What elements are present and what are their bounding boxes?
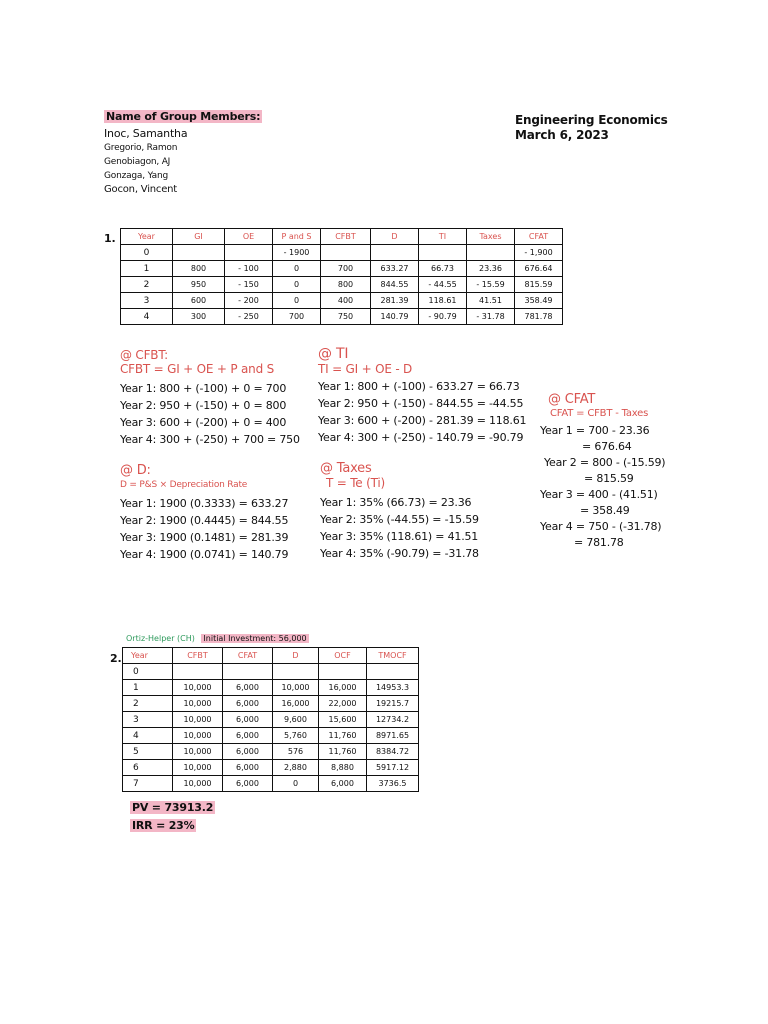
cell: 700 bbox=[273, 309, 321, 325]
cell: 15,600 bbox=[319, 712, 367, 728]
calc-line: Year 2: 1900 (0.4445) = 844.55 bbox=[120, 514, 289, 527]
cfbt-block bbox=[120, 348, 300, 448]
table-row bbox=[123, 776, 419, 792]
taxes-block bbox=[320, 462, 479, 562]
column-header: CFAT bbox=[223, 648, 273, 664]
cell: 6,000 bbox=[319, 776, 367, 792]
cell: 3736.5 bbox=[367, 776, 419, 792]
column-header: OE bbox=[225, 229, 273, 245]
column-header: GI bbox=[173, 229, 225, 245]
calc-line: = 815.59 bbox=[584, 472, 634, 485]
cell: 6,000 bbox=[223, 744, 273, 760]
table-row bbox=[123, 728, 419, 744]
cell: 0 bbox=[123, 664, 173, 680]
cell: 2,880 bbox=[273, 760, 319, 776]
calc-line: Year 2: 35% (-44.55) = -15.59 bbox=[320, 513, 479, 526]
d-formula: D = P&S × Depreciation Rate bbox=[120, 480, 248, 490]
cell bbox=[419, 245, 467, 261]
cell bbox=[225, 245, 273, 261]
column-header: P and S bbox=[273, 229, 321, 245]
problem-2-number: 2. bbox=[110, 652, 122, 665]
member-name: Gonzaga, Yang bbox=[104, 171, 168, 181]
cell: 6,000 bbox=[223, 680, 273, 696]
cell: - 15.59 bbox=[467, 277, 515, 293]
calc-line: Year 3: 600 + (-200) + 0 = 400 bbox=[120, 416, 287, 429]
cell: 600 bbox=[173, 293, 225, 309]
column-header: Year bbox=[123, 648, 173, 664]
cell bbox=[321, 245, 371, 261]
table-row bbox=[123, 696, 419, 712]
cfbt-heading: @ CFBT: bbox=[120, 348, 168, 362]
cell: 4 bbox=[123, 728, 173, 744]
cell: 118.61 bbox=[419, 293, 467, 309]
calc-line: Year 1: 800 + (-100) + 0 = 700 bbox=[120, 382, 287, 395]
calc-line: Year 2: 950 + (-150) + 0 = 800 bbox=[120, 399, 287, 412]
calc-line: Year 4: 1900 (0.0741) = 140.79 bbox=[120, 548, 289, 561]
cell: 800 bbox=[321, 277, 371, 293]
cell: 633.27 bbox=[371, 261, 419, 277]
cell: 5 bbox=[123, 744, 173, 760]
cell: - 100 bbox=[225, 261, 273, 277]
ti-formula: TI = GI + OE - D bbox=[318, 362, 413, 376]
calc-line: Year 4 = 750 - (-31.78) bbox=[540, 520, 662, 533]
cell: - 44.55 bbox=[419, 277, 467, 293]
d-heading: @ D: bbox=[120, 463, 151, 478]
cell: 844.55 bbox=[371, 277, 419, 293]
cell: 2 bbox=[123, 696, 173, 712]
cell: 10,000 bbox=[173, 760, 223, 776]
cell: 23.36 bbox=[467, 261, 515, 277]
column-header: TMOCF bbox=[367, 648, 419, 664]
cell: 950 bbox=[173, 277, 225, 293]
cell: 10,000 bbox=[173, 728, 223, 744]
column-header: OCF bbox=[319, 648, 367, 664]
cell: 4 bbox=[121, 309, 173, 325]
ti-block bbox=[318, 346, 526, 446]
cell bbox=[173, 245, 225, 261]
cell: 0 bbox=[273, 277, 321, 293]
irr-result: IRR = 23% bbox=[132, 819, 195, 832]
cell bbox=[223, 664, 273, 680]
table-row bbox=[123, 744, 419, 760]
member-name: Inoc, Samantha bbox=[104, 127, 188, 140]
calc-line: = 781.78 bbox=[574, 536, 624, 549]
column-header: D bbox=[273, 648, 319, 664]
cell: 0 bbox=[121, 245, 173, 261]
calc-line: Year 4: 300 + (-250) - 140.79 = -90.79 bbox=[318, 431, 524, 444]
cell: 6,000 bbox=[223, 728, 273, 744]
cell: - 150 bbox=[225, 277, 273, 293]
table-row bbox=[123, 712, 419, 728]
cell: 800 bbox=[173, 261, 225, 277]
cfbt-formula: CFBT = GI + OE + P and S bbox=[120, 362, 275, 376]
initial-investment: Initial Investment: 56,000 bbox=[203, 634, 307, 643]
cell: 10,000 bbox=[173, 680, 223, 696]
cell: 16,000 bbox=[319, 680, 367, 696]
calc-line: = 676.64 bbox=[582, 440, 632, 453]
cell: 10,000 bbox=[173, 696, 223, 712]
column-header: TI bbox=[419, 229, 467, 245]
cell bbox=[367, 664, 419, 680]
cell: 6 bbox=[123, 760, 173, 776]
calc-line: Year 1: 35% (66.73) = 23.36 bbox=[320, 496, 472, 509]
cell bbox=[371, 245, 419, 261]
cell: 0 bbox=[273, 293, 321, 309]
column-header: CFBT bbox=[321, 229, 371, 245]
d-block bbox=[120, 464, 288, 563]
cell: - 90.79 bbox=[419, 309, 467, 325]
ti-heading: @ TI bbox=[318, 346, 349, 362]
cell: 41.51 bbox=[467, 293, 515, 309]
table-row bbox=[123, 664, 419, 680]
problem-1-number: 1. bbox=[104, 232, 116, 245]
cell: 8,880 bbox=[319, 760, 367, 776]
cell: 6,000 bbox=[223, 760, 273, 776]
table-row bbox=[121, 261, 563, 277]
calc-line: Year 3: 600 + (-200) - 281.39 = 118.61 bbox=[318, 414, 527, 427]
cell bbox=[273, 664, 319, 680]
company-tag: Ortiz-Helper (CH) bbox=[126, 634, 195, 643]
cell: - 250 bbox=[225, 309, 273, 325]
cell: 3 bbox=[123, 712, 173, 728]
problem-2-table bbox=[122, 647, 419, 792]
calc-line: Year 1: 1900 (0.3333) = 633.27 bbox=[120, 497, 289, 510]
column-header: CFBT bbox=[173, 648, 223, 664]
taxes-heading: @ Taxes bbox=[320, 461, 372, 476]
course-title: Engineering Economics bbox=[515, 113, 668, 127]
cell: 0 bbox=[273, 776, 319, 792]
column-header: CFAT bbox=[515, 229, 563, 245]
cell: 281.39 bbox=[371, 293, 419, 309]
taxes-formula: T = Te (Ti) bbox=[326, 476, 385, 490]
member-name: Gocon, Vincent bbox=[104, 184, 178, 195]
cell: 781.78 bbox=[515, 309, 563, 325]
cell: 10,000 bbox=[173, 744, 223, 760]
column-header: Taxes bbox=[467, 229, 515, 245]
cell: 0 bbox=[273, 261, 321, 277]
cfat-formula: CFAT = CFBT - Taxes bbox=[550, 408, 649, 419]
cell: 676.64 bbox=[515, 261, 563, 277]
calc-line: Year 4: 300 + (-250) + 700 = 750 bbox=[120, 433, 300, 446]
table-row bbox=[121, 277, 563, 293]
cell: 6,000 bbox=[223, 712, 273, 728]
calc-line: Year 3: 35% (118.61) = 41.51 bbox=[320, 530, 479, 543]
cell: 10,000 bbox=[273, 680, 319, 696]
table-row bbox=[123, 760, 419, 776]
date: March 6, 2023 bbox=[515, 128, 609, 142]
cell: 576 bbox=[273, 744, 319, 760]
calc-line: = 358.49 bbox=[580, 504, 630, 517]
cell: 140.79 bbox=[371, 309, 419, 325]
cell: 5917.12 bbox=[367, 760, 419, 776]
table-row bbox=[123, 680, 419, 696]
cell: 11,760 bbox=[319, 728, 367, 744]
cell: 16,000 bbox=[273, 696, 319, 712]
column-header: D bbox=[371, 229, 419, 245]
cell: 9,600 bbox=[273, 712, 319, 728]
cell: 400 bbox=[321, 293, 371, 309]
members-title: Name of Group Members: bbox=[106, 110, 261, 123]
cell: 2 bbox=[121, 277, 173, 293]
cell bbox=[319, 664, 367, 680]
cell: 11,760 bbox=[319, 744, 367, 760]
table-header-row bbox=[123, 648, 419, 664]
table-row bbox=[121, 309, 563, 325]
cell: 6,000 bbox=[223, 696, 273, 712]
calc-line: Year 1 = 700 - 23.36 bbox=[540, 424, 650, 437]
cell: 19215.7 bbox=[367, 696, 419, 712]
cell: - 1,900 bbox=[515, 245, 563, 261]
cell: 10,000 bbox=[173, 776, 223, 792]
member-name: Genobiagon, AJ bbox=[104, 157, 171, 167]
problem-2-header bbox=[126, 634, 309, 643]
cell: 10,000 bbox=[173, 712, 223, 728]
cell: 1 bbox=[121, 261, 173, 277]
problem-1-table bbox=[120, 228, 563, 325]
cell: 1 bbox=[123, 680, 173, 696]
table-header-row bbox=[121, 229, 563, 245]
cell: 300 bbox=[173, 309, 225, 325]
calc-line: Year 3: 1900 (0.1481) = 281.39 bbox=[120, 531, 289, 544]
cell: 700 bbox=[321, 261, 371, 277]
cell: 358.49 bbox=[515, 293, 563, 309]
cfat-block bbox=[540, 393, 665, 551]
cell: - 31.78 bbox=[467, 309, 515, 325]
pv-result: PV = 73913.2 bbox=[132, 801, 214, 814]
cell: 6,000 bbox=[223, 776, 273, 792]
cell: 66.73 bbox=[419, 261, 467, 277]
cell bbox=[173, 664, 223, 680]
cell: 815.59 bbox=[515, 277, 563, 293]
cell: - 200 bbox=[225, 293, 273, 309]
table-row bbox=[121, 245, 563, 261]
calc-line: Year 3 = 400 - (41.51) bbox=[540, 488, 658, 501]
cell: 3 bbox=[121, 293, 173, 309]
cell: 8384.72 bbox=[367, 744, 419, 760]
cell bbox=[467, 245, 515, 261]
calc-line: Year 2 = 800 - (-15.59) bbox=[544, 456, 666, 469]
cfat-heading: @ CFAT bbox=[548, 392, 596, 407]
cell: 12734.2 bbox=[367, 712, 419, 728]
calc-line: Year 2: 950 + (-150) - 844.55 = -44.55 bbox=[318, 397, 524, 410]
cell: 7 bbox=[123, 776, 173, 792]
members-list bbox=[104, 127, 187, 197]
column-header: Year bbox=[121, 229, 173, 245]
calc-line: Year 4: 35% (-90.79) = -31.78 bbox=[320, 547, 479, 560]
cell: 5,760 bbox=[273, 728, 319, 744]
cell: 22,000 bbox=[319, 696, 367, 712]
table-row bbox=[121, 293, 563, 309]
cell: 750 bbox=[321, 309, 371, 325]
cell: 8971.65 bbox=[367, 728, 419, 744]
calc-line: Year 1: 800 + (-100) - 633.27 = 66.73 bbox=[318, 380, 520, 393]
member-name: Gregorio, Ramon bbox=[104, 143, 178, 153]
cell: 14953.3 bbox=[367, 680, 419, 696]
cell: - 1900 bbox=[273, 245, 321, 261]
